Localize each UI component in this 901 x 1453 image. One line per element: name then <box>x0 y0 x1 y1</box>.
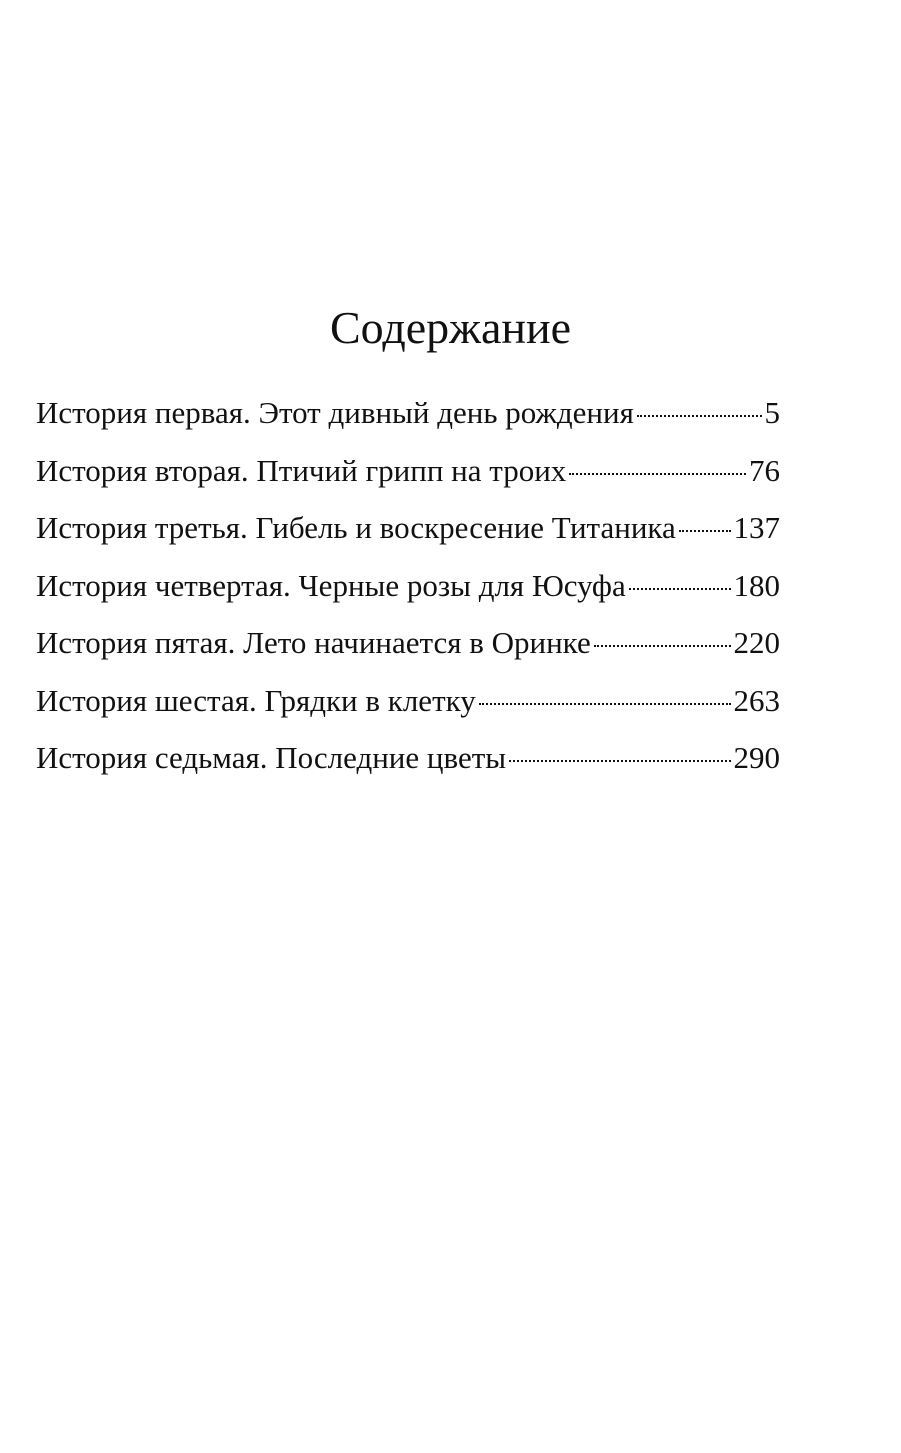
toc-entry-page: 290 <box>733 740 780 775</box>
toc-entry-page: 180 <box>733 567 780 603</box>
toc-entry <box>36 557 780 615</box>
toc-list <box>36 384 780 787</box>
toc-entry-page: 76 <box>749 452 780 488</box>
toc-title: Содержание <box>329 302 572 353</box>
toc-entry-page: 220 <box>733 625 780 660</box>
toc-entry-page: 137 <box>733 510 780 545</box>
toc-entry <box>36 729 780 787</box>
toc-entry-title: История вторая. Птичий грипп на троих <box>36 452 567 488</box>
toc-entry <box>36 499 780 557</box>
toc-entry <box>36 672 780 730</box>
toc-entry-title: История третья. Гибель и воскресение Титаника <box>36 510 676 545</box>
dot-leader <box>569 473 746 475</box>
toc-entry <box>36 384 780 442</box>
toc-entry-title: История четвертая. Черные розы для Юсуфа <box>36 567 626 603</box>
dot-leader <box>679 530 731 532</box>
toc-entry <box>36 614 780 672</box>
toc-entry-title: История пятая. Лето начинается в Оринке <box>36 625 591 660</box>
toc-entry-title: История шестая. Грядки в клетку <box>36 682 476 718</box>
dot-leader <box>637 415 762 417</box>
dot-leader <box>629 588 731 590</box>
toc-entry-title: История первая. Этот дивный день рождения <box>36 395 634 430</box>
toc-entry-page: 263 <box>733 682 780 718</box>
toc-entry <box>36 442 780 500</box>
dot-leader <box>509 760 730 762</box>
toc-entry-page: 5 <box>764 395 780 430</box>
dot-leader <box>594 645 731 647</box>
dot-leader <box>479 703 731 705</box>
toc-entry-title: История седьмая. Последние цветы <box>36 740 507 775</box>
